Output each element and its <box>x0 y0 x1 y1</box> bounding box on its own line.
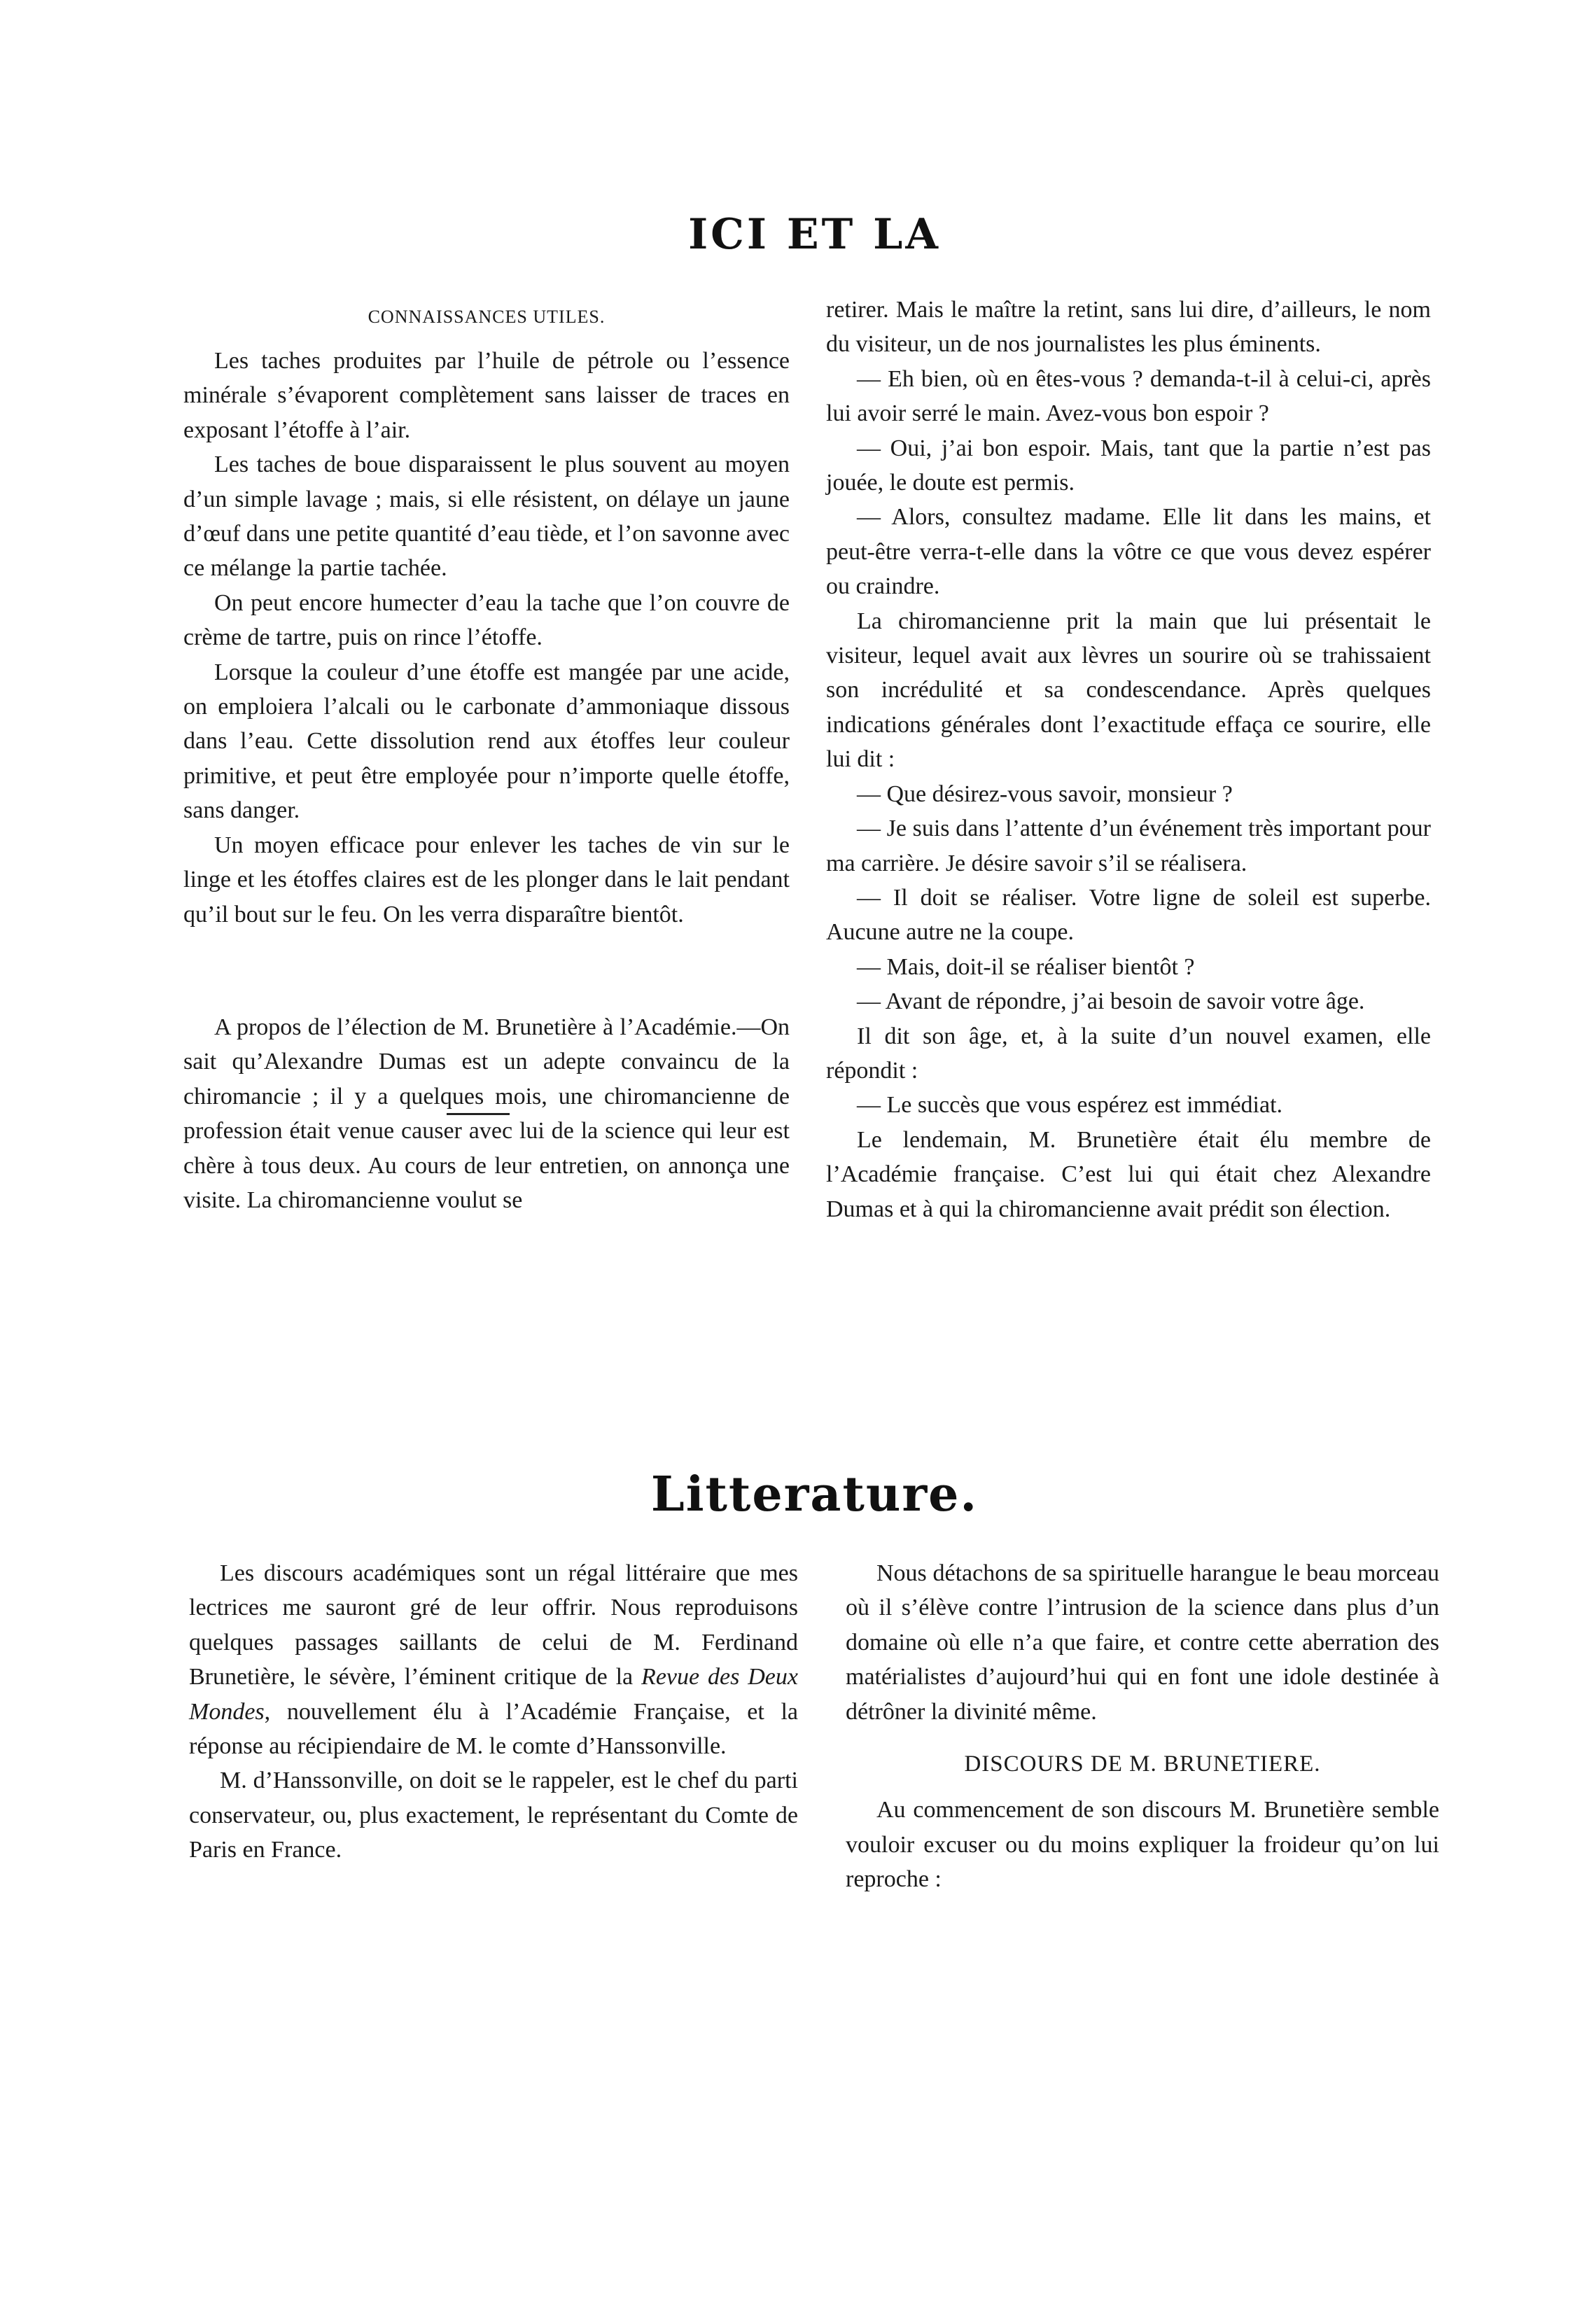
paragraph: Un moyen efficace pour enlever les taches de vin sur le linge et les étoffes claires est de les plonger dans le lait pendant qu’il bout sur le feu. On les verra disparaître bientôt. <box>183 832 790 927</box>
dialogue-line: — Il doit se réaliser. Votre ligne de soleil est superbe. Aucune autre ne la coupe. <box>826 884 1431 946</box>
column-right-litterature <box>846 1556 1439 1897</box>
paragraph: Il dit son âge, et, à la suite d’un nouvel examen, elle répondit : <box>826 1023 1431 1084</box>
paragraph: Lorsque la couleur d’une étoffe est mangée par une acide, on emploiera l’alcali ou le carbonate d’ammoniaque dissous dans l’eau. Cette dissolution rend aux étoffes leur couleur primitive, et peut être employée pour n’importe quelle étoffe, sans danger. <box>183 659 790 824</box>
section-divider-rule <box>447 1113 510 1115</box>
column-left-ici-et-la <box>183 303 790 1217</box>
dialogue-line: — Mais, doit-il se réaliser bientôt ? <box>857 953 1195 980</box>
paragraph: retirer. Mais le maître la retint, sans lui dire, d’ailleurs, le nom du visiteur, un de nos journalistes les plus éminents. <box>826 297 1431 358</box>
dialogue-line: — Que désirez-vous savoir, monsieur ? <box>857 780 1233 807</box>
dialogue-line: — Je suis dans l’attente d’un événement très important pour ma carrière. Je désire savoir s’il se réalisera. <box>826 816 1431 876</box>
column-right-ici-et-la <box>826 293 1431 1226</box>
paragraph: A propos de l’élection de M. Brunetière à l’Académie.—On sait qu’Alexandre Dumas est un adepte convaincu de la chiromancie ; il y a quelques mois, une chiromancienne de profession était venue causer avec lui de la science qui leur est chère à tous deux. Au cours de leur entretien, on annonça une visite. La chiromancienne voulut se <box>183 1014 790 1213</box>
section-title-ici-et-la: ICI ET LA <box>688 210 941 259</box>
paragraph: Les taches produites par l’huile de pétrole ou l’essence minérale s’évaporent complètement sans laisser de traces en exposant l’étoffe à l’air. <box>183 348 790 443</box>
separator-space <box>183 932 790 1010</box>
paragraph: M. d’Hanssonville, on doit se le rappeler, est le chef du parti conservateur, ou, plus exactement, le représentant du Comte de Paris en France. <box>189 1768 798 1863</box>
paragraph: Nous détachons de sa spirituelle harangue le beau morceau où il s’élève contre l’intrusion de la science dans plus d’un domaine où elle n’a que faire, et contre cette aberration des matérialistes d’aujourd’hui qui en font une idole destinée à détrôner la divinité même. <box>846 1560 1439 1725</box>
paragraph: On peut encore humecter d’eau la tache que l’on couvre de crème de tartre, puis on rince l’étoffe. <box>183 589 790 651</box>
dialogue-line: — Avant de répondre, j’ai besoin de savoir votre âge. <box>857 988 1365 1015</box>
column-left-litterature <box>189 1556 798 1868</box>
dialogue-line: — Alors, consultez madame. Elle lit dans les mains, et peut-être verra-t-elle dans la vôtre ce que vous devez espérer ou craindre. <box>826 504 1431 600</box>
dialogue-line: — Eh bien, où en êtes-vous ? demanda-t-il à celui-ci, après lui avoir serré le main. Avez-vous bon espoir ? <box>826 365 1431 427</box>
heading-connaissances-utiles: CONNAISSANCES UTILES. <box>368 307 606 327</box>
dialogue-line: — Le succès que vous espérez est immédiat. <box>857 1092 1283 1119</box>
heading-discours-brunetiere: DISCOURS DE M. BRUNETIERE. <box>964 1751 1321 1777</box>
paragraph-intro <box>189 1556 798 1763</box>
paragraph: Les taches de boue disparaissent le plus souvent au moyen d’un simple lavage ; mais, si elle résistent, on délaye un jaune d’œuf dans une petite quantité d’eau tiède, et l’on savonne avec ce mélange la partie tachée. <box>183 451 790 582</box>
intro-text-end: , nouvellement élu à l’Académie Française, et la réponse au récipiendaire de M. le comte d’Hanssonville. <box>189 1698 798 1760</box>
section-title-litterature: Litterature. <box>650 1466 979 1522</box>
paragraph: Le lendemain, M. Brunetière était élu membre de l’Académie française. C’est lui qui était chez Alexandre Dumas et à qui la chiromancienne avait prédit son élection. <box>826 1126 1431 1222</box>
paragraph: Au commencement de son discours M. Brunetière semble vouloir excuser ou du moins expliquer la froideur qu’on lui reproche : <box>846 1797 1439 1893</box>
paragraph: La chiromancienne prit la main que lui présentait le visiteur, lequel avait aux lèvres un sourire où se trahissaient son incrédulité et sa condescendance. Après quelques indications générales dont l’exactitude effaça ce sourire, elle lui dit : <box>826 608 1431 773</box>
intro-text-start: Les discours académiques sont un régal littéraire que mes lectrices me sauront gré de leur offrir. Nous reproduisons quelques passages saillants de celui de M. Ferdinand Brunetière, le sévère, l’éminent critique de la <box>189 1560 798 1690</box>
journal-title-italic: Revue des Deux Mondes <box>189 1664 798 1725</box>
dialogue-line: — Oui, j’ai bon espoir. Mais, tant que la partie n’est pas jouée, le doute est permis. <box>826 435 1431 496</box>
